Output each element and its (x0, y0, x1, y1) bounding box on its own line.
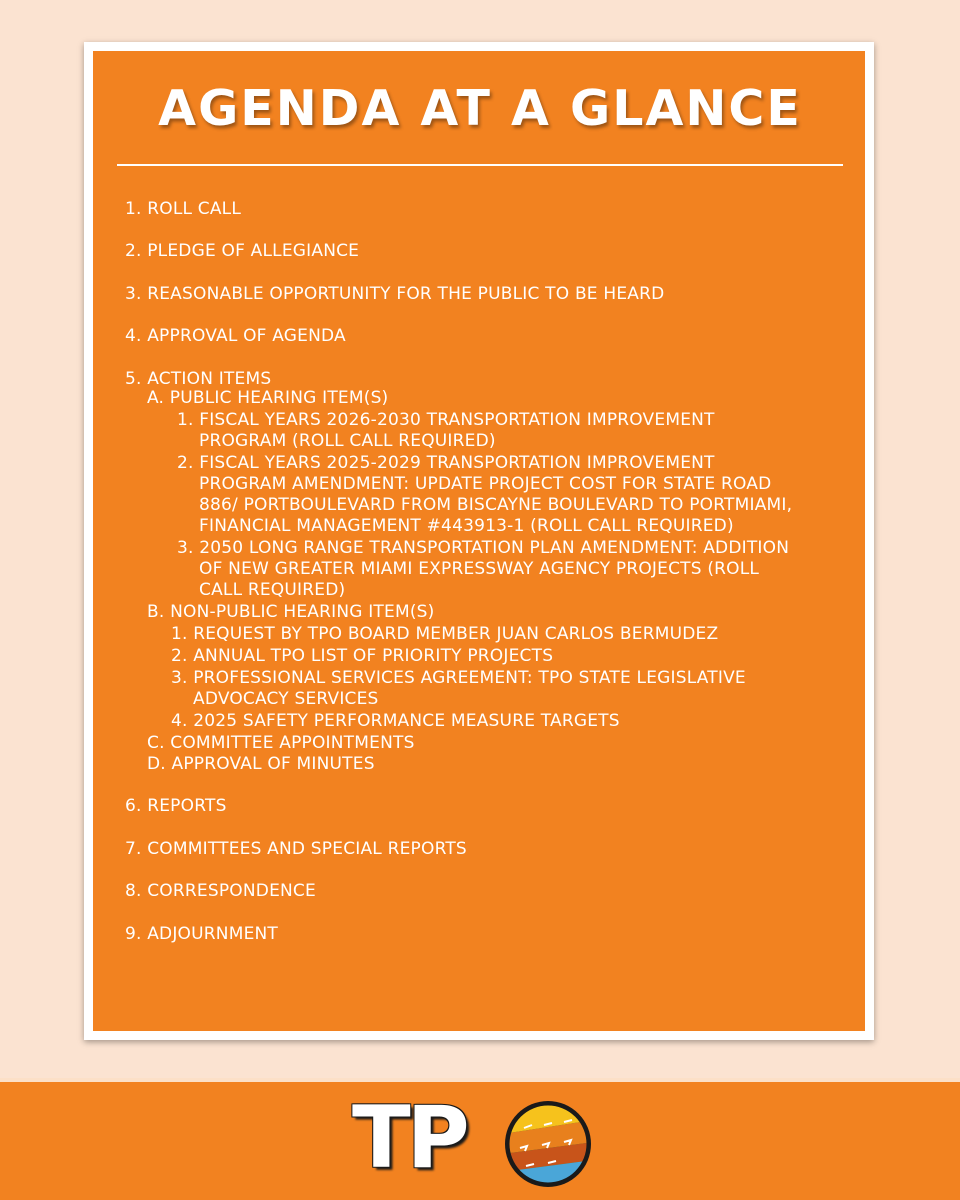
agenda-subsubitem: 2. ANNUAL TPO LIST OF PRIORITY PROJECTS (171, 646, 554, 666)
agenda-subitem: C. COMMITTEE APPOINTMENTS (147, 733, 415, 753)
agenda-item: 1. ROLL CALL (125, 199, 242, 219)
agenda-item: 3. REASONABLE OPPORTUNITY FOR THE PUBLIC TO BE HEARD (125, 284, 665, 304)
agenda-subsubitem-continued: PROGRAM (ROLL CALL REQUIRED) (199, 431, 496, 451)
agenda-subsubitem: 2. FISCAL YEARS 2025-2029 TRANSPORTATION IMPROVEMENT (177, 453, 715, 473)
agenda-subsubitem-continued: CALL REQUIRED) (199, 580, 346, 600)
footer-divider (0, 1078, 960, 1082)
agenda-subitem: A. PUBLIC HEARING ITEM(S) (147, 388, 389, 408)
agenda-item: 2. PLEDGE OF ALLEGIANCE (125, 241, 360, 261)
agenda-item: 5. ACTION ITEMS (125, 369, 272, 389)
agenda-item: 4. APPROVAL OF AGENDA (125, 326, 346, 346)
agenda-subsubitem-continued: ADVOCACY SERVICES (193, 689, 379, 709)
logo-wordmark: TP (352, 1088, 466, 1188)
agenda-subitem: D. APPROVAL OF MINUTES (147, 754, 375, 774)
agenda-subitem: B. NON-PUBLIC HEARING ITEM(S) (147, 602, 435, 622)
agenda-item: 8. CORRESPONDENCE (125, 881, 316, 901)
agenda-subsubitem-continued: 886/ PORTBOULEVARD FROM BISCAYNE BOULEVARD TO PORTMIAMI, (199, 495, 793, 515)
agenda-subsubitem-continued: OF NEW GREATER MIAMI EXPRESSWAY AGENCY PROJECTS (ROLL (199, 559, 760, 579)
agenda-subsubitem: 1. FISCAL YEARS 2026-2030 TRANSPORTATION IMPROVEMENT (177, 410, 715, 430)
agenda-item: 9. ADJOURNMENT (125, 924, 279, 944)
agenda-subsubitem: 3. 2050 LONG RANGE TRANSPORTATION PLAN AMENDMENT: ADDITION (177, 538, 790, 558)
page-title: AGENDA AT A GLANCE (158, 80, 802, 137)
globe-logo-icon (502, 1098, 594, 1190)
agenda-item: 6. REPORTS (125, 796, 227, 816)
title-divider (117, 164, 843, 166)
agenda-subsubitem: 1. REQUEST BY TPO BOARD MEMBER JUAN CARLOS BERMUDEZ (171, 624, 719, 644)
agenda-item: 7. COMMITTEES AND SPECIAL REPORTS (125, 839, 467, 859)
agenda-subsubitem-continued: PROGRAM AMENDMENT: UPDATE PROJECT COST FOR STATE ROAD (199, 474, 772, 494)
agenda-subsubitem: 3. PROFESSIONAL SERVICES AGREEMENT: TPO STATE LEGISLATIVE (171, 668, 746, 688)
tpo-logo (352, 1088, 608, 1188)
agenda-subsubitem: 4. 2025 SAFETY PERFORMANCE MEASURE TARGETS (171, 711, 620, 731)
agenda-subsubitem-continued: FINANCIAL MANAGEMENT #443913-1 (ROLL CALL REQUIRED) (199, 516, 734, 536)
